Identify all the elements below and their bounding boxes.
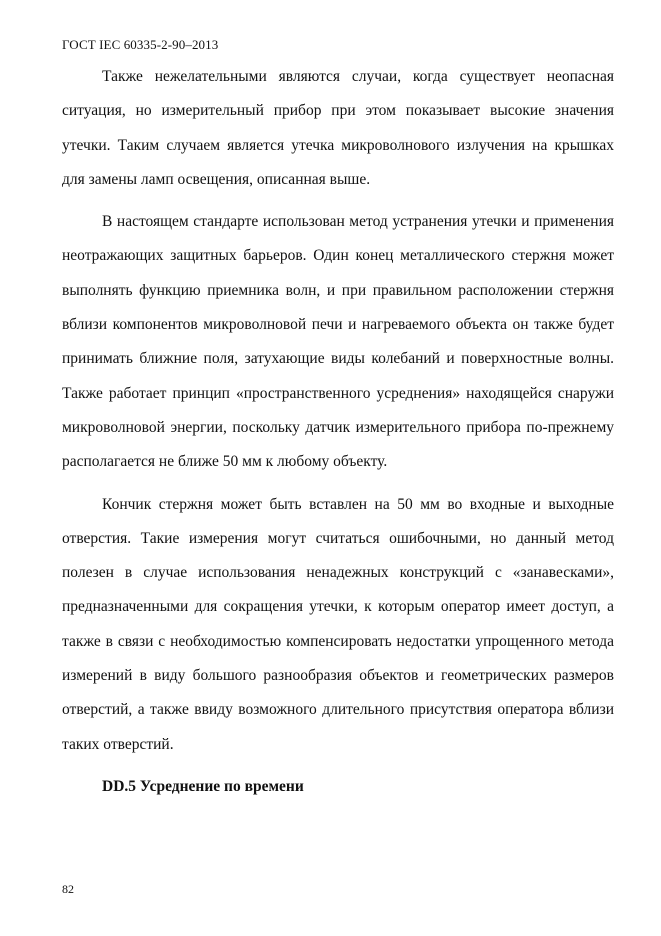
document-code-header: ГОСТ IEC 60335-2-90–2013 bbox=[62, 37, 219, 52]
paragraph-leakage-false-alarms: Также нежелательными являются случаи, когда существует неопасная ситуация, но измерительный прибор при этом показывает высокие значения утечки. Таким случаем является утечка микроволнового излучения на крышках для замены ламп освещения, описанная выше. bbox=[62, 68, 614, 188]
page-number: 82 bbox=[62, 882, 74, 896]
paragraph-rod-tip-insertion: Кончик стержня может быть вставлен на 50 мм во входные и выходные отверстия. Такие измерения могут считаться ошибочными, но данный метод полезен в случае использования ненадежных конструкций с «занавесками», предназначенными для сокращения утечки, к которым оператор имеет доступ, а также в связи с необходимостью компенсировать недостатки упрощенного метода измерений в виду большого разнообразия объектов и геометрических размеров отверстий, а также ввиду возможного длительного присутствия оператора вблизи таких отверстий. bbox=[62, 495, 614, 753]
section-heading-time-averaging: DD.5 Усреднение по времени bbox=[102, 777, 304, 795]
paragraph-method-description: В настоящем стандарте использован метод устранения утечки и применения неотражающих защитных барьеров. Один конец металлического стержня может выполнять функцию приемника волн, и при правильном расположении стержня вблизи компонентов микроволновой печи и нагреваемого объекта он также будет принимать ближние поля, затухающие виды колебаний и поверхностные волны. Также работает принцип «пространственного усреднения» находящейся снаружи микроволновой энергии, поскольку датчик измерительного прибора по-прежнему располагается не ближе 50 мм к любому объекту. bbox=[62, 213, 614, 471]
body-text bbox=[62, 60, 614, 804]
